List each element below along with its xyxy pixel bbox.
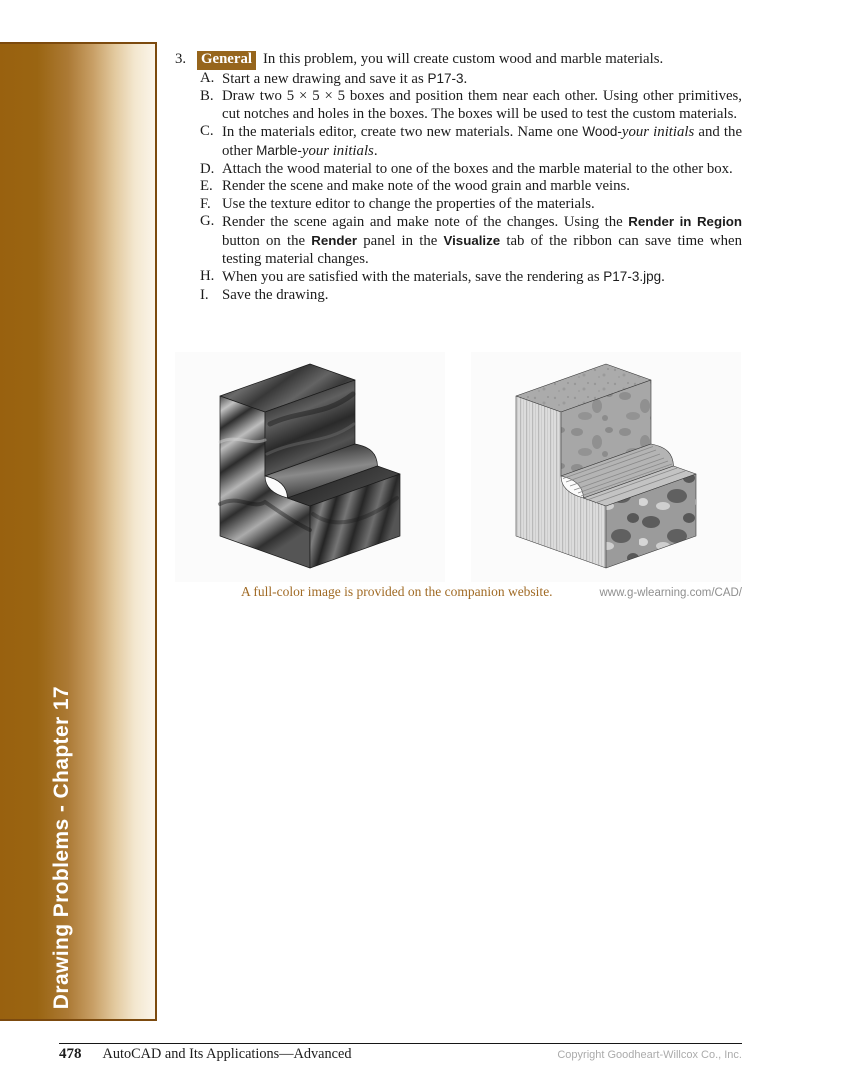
- copyright-text: Copyright Goodheart-Willcox Co., Inc.: [557, 1049, 742, 1061]
- problem-intro-row: [175, 51, 742, 70]
- step-item: [200, 123, 742, 160]
- step-item: [200, 70, 742, 89]
- step-item: [200, 196, 742, 214]
- page-footer: [59, 1046, 742, 1063]
- book-title: AutoCAD and Its Applications—Advanced: [102, 1046, 352, 1062]
- steps-list: [200, 70, 742, 305]
- marble-material-render: [471, 352, 741, 582]
- marble-block-image: [471, 352, 741, 582]
- step-letter: I.: [200, 286, 209, 303]
- wood-material-render: [175, 352, 445, 582]
- step-letter: F.: [200, 195, 211, 212]
- figure-caption-row: [175, 584, 742, 600]
- general-tag: General: [197, 51, 256, 70]
- step-text: Attach the wood material to one of the boxes and the marble material to the other box.: [222, 160, 733, 177]
- step-letter: A.: [200, 69, 215, 86]
- step-text: In the materials editor, create two new materials. Name one Wood-your initials and the other Marble-your initials.: [222, 124, 743, 159]
- figure-renders: [175, 352, 741, 582]
- footer-rule: [59, 1043, 742, 1044]
- problem-number: 3.: [175, 51, 187, 67]
- chapter-sidebar-label: Drawing Problems - Chapter 17: [50, 685, 73, 1009]
- step-letter: C.: [200, 123, 214, 140]
- step-text: Start a new drawing and save it as P17-3.: [222, 70, 468, 87]
- step-item: [200, 161, 742, 179]
- step-text: Render the scene again and make note of the changes. Using the Render in Region button on the Render panel in the Visualize tab of the ribbon can save time when testing material changes.: [222, 214, 743, 267]
- companion-website-url: www.g-wlearning.com/CAD/: [599, 587, 742, 599]
- step-item: [200, 178, 742, 196]
- step-item: [200, 88, 742, 123]
- figure-caption: A full-color image is provided on the companion website.: [241, 584, 553, 599]
- step-item: [200, 268, 742, 287]
- step-text: When you are satisfied with the materials, save the rendering as P17-3.jpg.: [222, 269, 665, 286]
- step-text: Use the texture editor to change the properties of the materials.: [222, 195, 595, 212]
- problem-intro: [197, 51, 742, 70]
- problem-intro-text: In this problem, you will create custom wood and marble materials.: [262, 51, 664, 67]
- step-letter: B.: [200, 88, 214, 105]
- step-letter: E.: [200, 178, 213, 195]
- chapter-sidebar: [0, 42, 157, 1021]
- step-text: Draw two 5 × 5 × 5 boxes and position them near each other. Using other primitives, cut notches and holes in the boxes. The boxes will be used to test the custom materials.: [222, 88, 742, 122]
- wood-block-image: [175, 352, 445, 582]
- page-number: 478: [59, 1046, 82, 1062]
- problem-3: [175, 51, 742, 304]
- step-item: [200, 287, 742, 305]
- step-letter: G.: [200, 213, 215, 230]
- step-letter: D.: [200, 160, 215, 177]
- step-item: [200, 213, 742, 268]
- step-text: Save the drawing.: [222, 286, 329, 303]
- step-letter: H.: [200, 268, 215, 285]
- step-text: Render the scene and make note of the wood grain and marble veins.: [222, 178, 631, 195]
